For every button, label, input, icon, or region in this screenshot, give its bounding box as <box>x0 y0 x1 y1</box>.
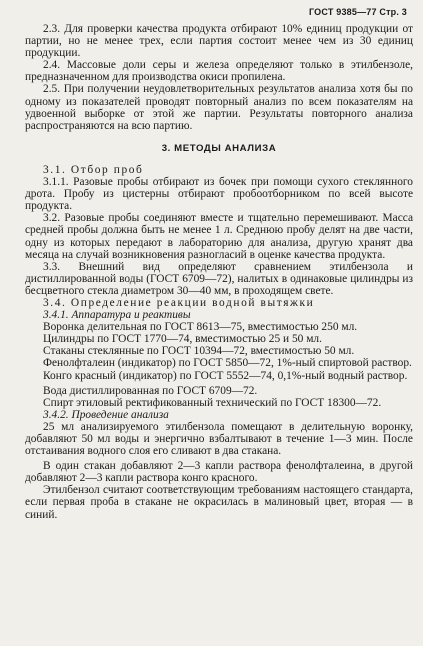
subsection-3-4: 3.4. Определение реакции водной вытяжки <box>43 296 315 309</box>
paragraph-3-1-1: 3.1.1. Разовые пробы отбирают из бочек при помощи сухого стеклянного дрота. Пробу из цистерны отбирают пробоотборником по всей высоте продукта. <box>25 176 413 213</box>
reagent-item: Фенолфталеин (индикатор) по ГОСТ 5850—72, 1%-ный спиртовой раствор. <box>43 357 412 370</box>
reagent-item: Стаканы стеклянные по ГОСТ 10394—72, вместимостью 50 мл. <box>43 345 355 358</box>
paragraph-2-4: 2.4. Массовые доли серы и железа определяют только в этилбензоле, предназначенном для производства окиси пропилена. <box>25 59 413 84</box>
paragraph-3-3: 3.3. Внешний вид определяют сравнением этилбензола и дистиллированной воды (ГОСТ 6709—72), налитых в одинаковые цилиндры из бесцветного стекла диаметром 30—40 мм, в проходящем свете. <box>25 260 413 297</box>
document-body <box>25 23 413 521</box>
analysis-paragraph: В один стакан добавляют 2—3 капли раствора фенолфталеина, в другой добавляют 2—3 капли раствора конго красного. <box>25 460 413 485</box>
paragraph-3-2: 3.2. Разовые пробы соединяют вместе и тщательно перемешивают. Масса средней пробы должна быть не менее 1 л. Среднюю пробу делят на две части, одну из которых передают в лабораторию для анализа, другую хранят два месяца на случай возникновения разногласий в оценке качества продукта. <box>25 212 413 261</box>
reagent-item: Цилиндры по ГОСТ 1770—74, вместимостью 25 и 50 мл. <box>43 333 322 346</box>
paragraph-2-3: 2.3. Для проверки качества продукта отбирают 10% единиц продукции от партии, но не менее трех, если партия состоит менее чем из 30 единиц продукции. <box>25 23 413 60</box>
reagent-item: Вода дистиллированная по ГОСТ 6709—72. <box>43 384 258 397</box>
paragraph-2-5: 2.5. При получении неудовлетворительных результатов анализа хотя бы по одному из показателей проводят повторный анализ по всем показателям на удвоенной выборке от этой же партии. Результаты повторного анализа распространяются на всю партию. <box>25 83 413 132</box>
analysis-paragraph: Этилбензол считают соответствующим требованиям настоящего стандарта, если первая проба в стакане не окрасилась в малиновый цвет, вторая — в синий. <box>25 484 413 521</box>
subsection-3-4-1: 3.4.1. Аппаратура и реактивы <box>43 309 191 322</box>
page-header: ГОСТ 9385—77 Стр. 3 <box>308 7 407 17</box>
reagent-item: Конго красный (индикатор) по ГОСТ 5552—74, 0,1%-ный водный раствор. <box>43 369 408 382</box>
reagent-item: Спирт этиловый ректификованный технический по ГОСТ 18300—72. <box>43 396 382 409</box>
subsection-3-4-2: 3.4.2. Проведение анализа <box>43 408 169 421</box>
reagent-item: Воронка делительная по ГОСТ 8613—75, вместимостью 250 мл. <box>43 321 358 334</box>
analysis-paragraph: 25 мл анализируемого этилбензола помещают в делительную воронку, добавляют 50 мл воды и энергично взбалтывают в течение 1—3 мин. После отстаивания водного слоя его сливают в два стакана. <box>25 420 413 458</box>
section-heading: 3. МЕТОДЫ АНАЛИЗА <box>161 142 277 154</box>
subsection-3-1: 3.1. Отбор проб <box>43 163 144 176</box>
